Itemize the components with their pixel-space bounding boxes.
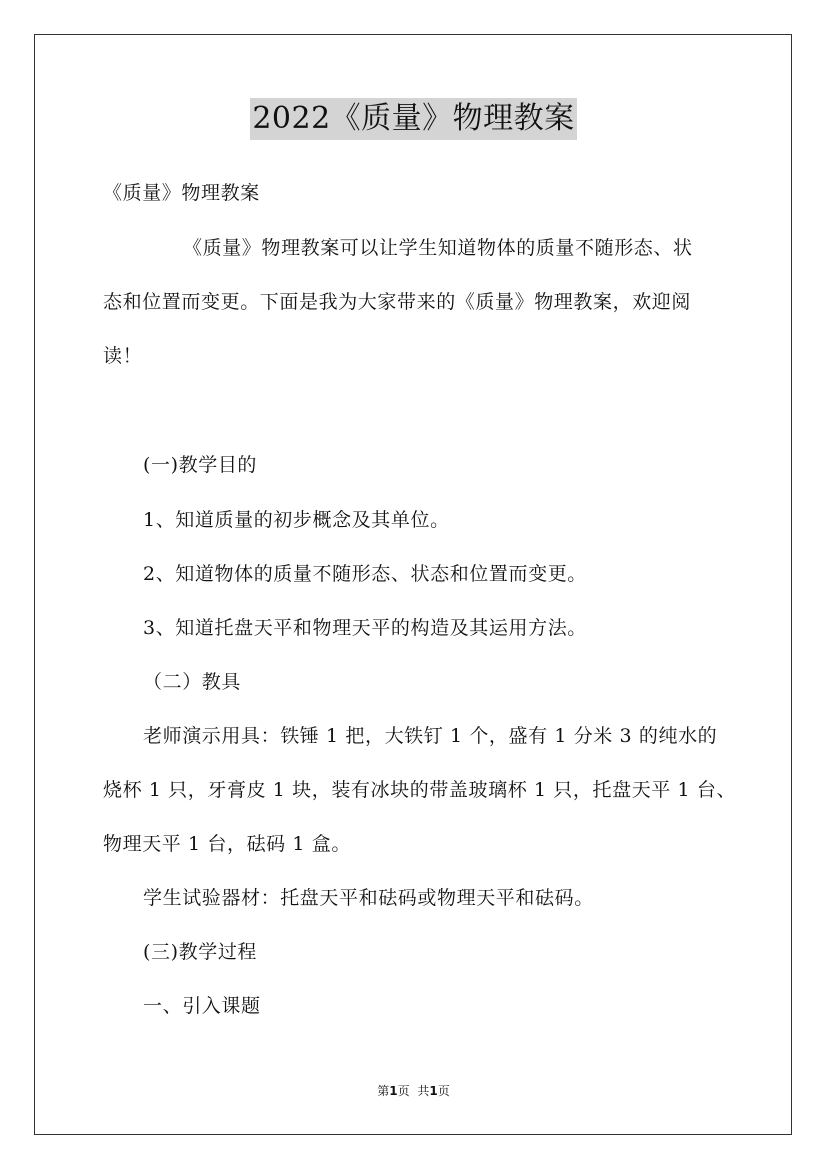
footer-total-suffix: 页	[437, 1084, 450, 1098]
section-heading-goals: (一)教学目的	[143, 454, 258, 476]
goal-item-3: 3、知道托盘天平和物理天平的构造及其运用方法。	[143, 617, 587, 639]
intro-line-1: 《质量》物理教案可以让学生知道物体的质量不随形态、状	[183, 237, 693, 259]
footer-total-prefix: 共	[417, 1084, 430, 1098]
footer-page-number: 1	[389, 1084, 398, 1098]
goal-item-1: 1、知道质量的初步概念及其单位。	[143, 509, 450, 531]
document-title: 2022《质量》物理教案	[250, 98, 576, 140]
section-heading-process: (三)教学过程	[143, 941, 258, 963]
teacher-tools-line-3: 物理天平 1 台，砝码 1 盒。	[103, 833, 351, 855]
footer-total-pages: 1	[429, 1084, 438, 1098]
title-container	[0, 98, 827, 140]
intro-line-2: 态和位置而变更。下面是我为大家带来的《质量》物理教案，欢迎阅	[103, 291, 692, 313]
footer-page-suffix: 页	[397, 1084, 410, 1098]
step-1-heading: 一、引入课题	[143, 995, 261, 1017]
intro-line-3: 读！	[103, 345, 143, 367]
goal-item-2: 2、知道物体的质量不随形态、状态和位置而变更。	[143, 563, 587, 585]
section-heading-tools: （二）教具	[143, 671, 242, 693]
teacher-tools-line-2: 烧杯 1 只，牙膏皮 1 块，装有冰块的带盖玻璃杯 1 只，托盘天平 1 台、	[103, 779, 737, 801]
document-subtitle: 《质量》物理教案	[103, 182, 260, 204]
student-tools: 学生试验器材：托盘天平和砝码或物理天平和砝码。	[143, 887, 594, 909]
footer-page-prefix: 第	[377, 1084, 390, 1098]
page-footer	[0, 1083, 827, 1099]
teacher-tools-line-1: 老师演示用具：铁锤 1 把，大铁钉 1 个，盛有 1 分米 3 的纯水的	[143, 725, 718, 747]
